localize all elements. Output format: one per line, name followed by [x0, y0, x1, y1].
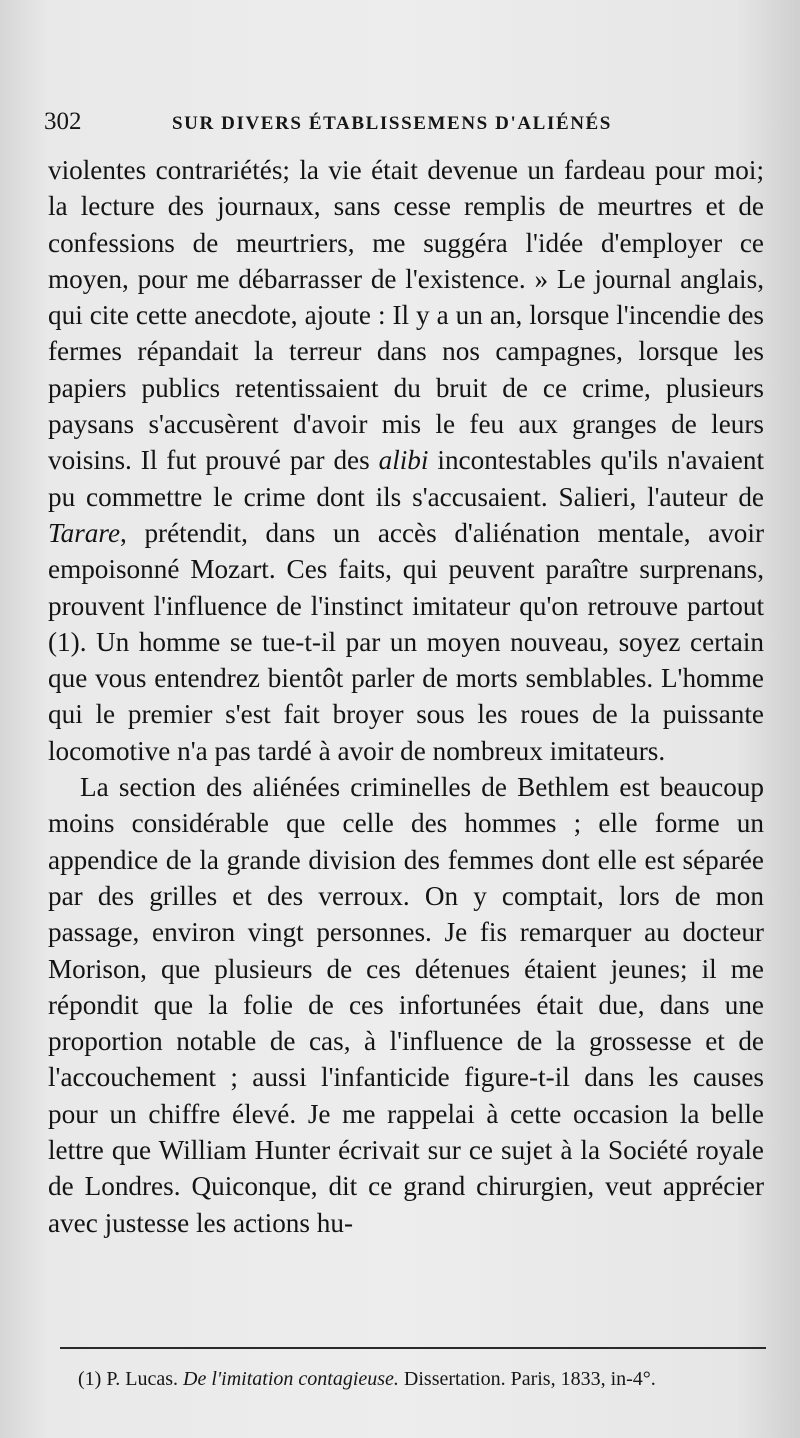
footnote-marker: (1) [78, 1368, 102, 1390]
text-run: violentes contrariétés; la vie était devenue un fardeau pour moi; la lecture des journaux, sans cesse remplis de meurtres et de confessions de meurtriers, me suggéra l'idée d'employer ce moyen, pour me débarrasser de l'existence. » Le journal anglais, qui cite cette anecdote, ajoute : Il y a un an, lorsque l'incendie des fermes répandait la terreur dans nos campagnes, lorsque les papiers publics retentissaient du bruit de ce crime, plusieurs paysans s'accusèrent d'avoir mis le feu aux granges de leurs voisins. Il fut prouvé par des [48, 155, 764, 476]
paragraph [48, 769, 764, 1241]
page-number: 302 [44, 108, 82, 135]
paragraph [48, 152, 764, 769]
footnote-author: P. Lucas. [106, 1368, 178, 1390]
italic-text: alibi [378, 445, 429, 476]
running-head: SUR DIVERS ÉTABLISSEMENS D'ALIÉNÉS [172, 113, 612, 134]
footnote-details: Dissertation. Paris, 1833, in-4°. [403, 1368, 656, 1390]
body-text [48, 152, 764, 1241]
footnote [78, 1368, 778, 1391]
text-run: La section des aliénées criminelles de Bethlem est beaucoup moins considérable que celle des hommes ; elle forme un appendice de la grande division des femmes dont elle est séparée par des grilles et des verroux. On y comptait, lors de mon passage, environ vingt personnes. Je fis remarquer au docteur Morison, que plusieurs de ces détenues étaient jeunes; il me répondit que la folie de ces infortunées était due, dans une proportion notable de cas, à l'influence de la grossesse et de l'accouchement ; aussi l'infanticide figure-t-il dans les causes pour un chiffre élevé. Je me rappelai à cette occasion la belle lettre que William Hunter écrivait sur ce sujet à la Société royale de Londres. Quiconque, dit ce grand chirurgien, veut apprécier avec justesse les actions hu- [48, 772, 764, 1238]
text-run: , prétendit, dans un accès d'aliénation mentale, avoir empoisonné Mozart. Ces faits, qui peuvent paraître surprenans, prouvent l'influence de l'instinct imitateur qu'on retrouve partout (1). Un homme se tue-t-il par un moyen nouveau, soyez certain que vous entendrez bientôt parler de morts semblables. L'homme qui le premier s'est fait broyer sous les roues de la puissante locomotive n'a pas tardé à avoir de nombreux imitateurs. [48, 517, 764, 766]
page-header [44, 108, 764, 136]
footnote-title: De l'imitation contagieuse. [183, 1368, 399, 1390]
text-run: incontestables qu'ils n'avaient pu commettre le crime dont ils s'accusaient. Salieri, l'auteur de [48, 445, 764, 512]
footnote-divider [60, 1347, 766, 1349]
italic-text: Tarare [48, 517, 121, 548]
